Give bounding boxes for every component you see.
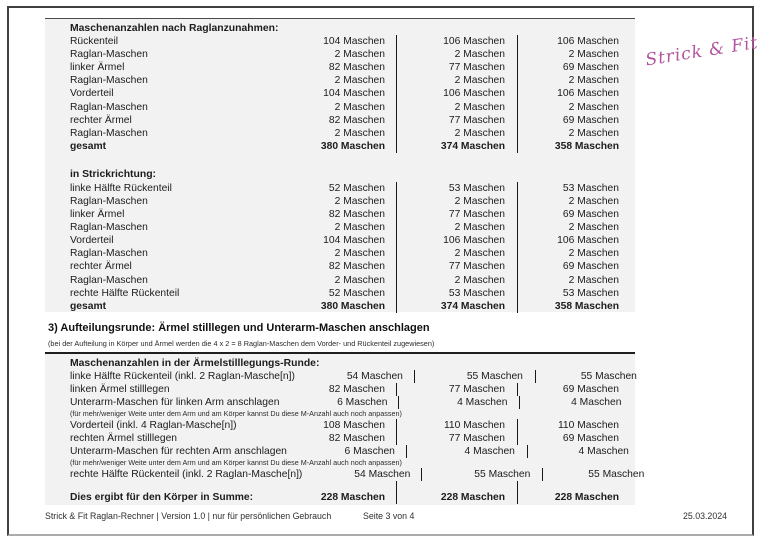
table-row (45, 127, 635, 140)
table-sleeve-separation (45, 356, 645, 504)
row-note: (für mehr/weniger Weite unter dem Arm und am Körper kannst Du diese M-Anzahl auch noch anpassen) (70, 409, 402, 419)
row-label: Rückenteil (70, 36, 119, 48)
row-label: linke Hälfte Rückenteil (70, 182, 172, 194)
stitch-count-cell: 53 Maschen (562, 287, 619, 299)
row-label: rechte Hälfte Rückenteil (70, 287, 180, 299)
stitch-count-cell: 2 Maschen (568, 248, 619, 260)
table-row (45, 74, 635, 87)
footer-app-info: Strick & Fit Raglan-Rechner | Version 1.0 | nur für persönlichen Gebrauch (45, 511, 332, 521)
stitch-count-cell: 228 Maschen (554, 492, 619, 504)
stitch-count-cell: 53 Maschen (397, 182, 518, 195)
stitch-count-cell: 2 Maschen (568, 222, 619, 234)
stitch-count-cell: 228 Maschen (277, 491, 397, 504)
stitch-count-cell: 106 Maschen (557, 36, 619, 48)
stitch-count-cell: 69 Maschen (562, 114, 619, 126)
row-label: rechter Ärmel (70, 261, 132, 273)
stitch-count-cell: 110 Maschen (557, 420, 619, 432)
page-footer (45, 511, 727, 527)
row-label: Vorderteil (70, 235, 114, 247)
table-header-knitting-direction: in Strickrichtung: (70, 169, 157, 181)
footer-page-number: Seite 3 von 4 (363, 511, 415, 521)
table-body-raglan-increases (45, 35, 635, 153)
stitch-count-cell: 53 Maschen (562, 182, 619, 194)
row-label: rechter Ärmel (70, 114, 132, 126)
stitch-count-cell: 2 Maschen (397, 195, 518, 208)
table-row (45, 61, 635, 74)
stitch-count-cell: 110 Maschen (397, 419, 518, 432)
row-label: Vorderteil (inkl. 4 Raglan-Masche[n]) (70, 420, 237, 432)
stitch-count-cell: 82 Maschen (277, 260, 397, 273)
row-label: gesamt (70, 300, 107, 312)
row-label: linke Hälfte Rückenteil (inkl. 2 Raglan-Masche[n]) (70, 371, 295, 383)
stitch-count-cell: 2 Maschen (568, 195, 619, 207)
stitch-count-cell: 358 Maschen (554, 140, 619, 152)
stitch-count-cell: 55 Maschen (588, 469, 645, 481)
stitch-count-cell: 228 Maschen (397, 491, 518, 504)
stitch-count-cell: 52 Maschen (277, 182, 397, 195)
stitch-count-cell: 380 Maschen (277, 300, 397, 313)
brand-logo: Strick & Fit (644, 32, 760, 71)
stitch-count-cell: 69 Maschen (562, 62, 619, 74)
row-label: Raglan-Maschen (70, 248, 148, 260)
stitch-count-cell: 2 Maschen (397, 247, 518, 260)
stitch-count-cell: 2 Maschen (397, 127, 518, 140)
stitch-count-cell: 2 Maschen (277, 74, 397, 87)
table-header-sleeve-separation: Maschenanzahlen in der Ärmelstilllegungs-Runde: (70, 357, 320, 369)
empty-cell (45, 481, 277, 491)
stitch-count-cell: 53 Maschen (397, 287, 518, 300)
table-row (45, 287, 635, 300)
stitch-count-cell: 77 Maschen (397, 61, 518, 74)
table-row (45, 87, 635, 100)
stitch-count-cell: 2 Maschen (277, 274, 397, 287)
table-row (45, 445, 635, 458)
stitch-count-cell: 106 Maschen (397, 234, 518, 247)
footer-date: 25.03.2024 (682, 511, 727, 521)
table-row (45, 274, 635, 287)
row-label: linken Ärmel stilllegen (70, 384, 170, 396)
row-label: Dies ergibt für den Körper in Summe: (70, 492, 254, 504)
section3-title: 3) Aufteilungsrunde: Ärmel stilllegen und Unterarm-Maschen anschlagen (48, 322, 430, 334)
table-note-row (45, 409, 635, 419)
stitch-count-cell: 54 Maschen (302, 468, 422, 481)
stitch-count-cell: 104 Maschen (277, 35, 397, 48)
row-label: Raglan-Maschen (70, 49, 148, 61)
section3-subtitle: (bei der Aufteilung in Körper und Ärmel werden die 4 x 2 = 8 Raglan-Maschen dem Vorder- und Rückenteil zugewiesen) (48, 339, 435, 348)
empty-cell (277, 481, 397, 491)
stitch-count-cell: 77 Maschen (397, 208, 518, 221)
table-row (45, 234, 635, 247)
row-label: Unterarm-Maschen für linken Arm anschlagen (70, 397, 280, 409)
stitch-count-cell: 4 Maschen (578, 446, 629, 458)
row-label: Raglan-Maschen (70, 195, 148, 207)
row-label: rechten Ärmel stilllegen (70, 433, 178, 445)
stitch-count-cell: 6 Maschen (279, 396, 399, 409)
stitch-count-cell: 380 Maschen (277, 140, 397, 153)
stitch-count-cell: 2 Maschen (568, 127, 619, 139)
stitch-count-cell: 374 Maschen (397, 140, 518, 153)
stitch-count-cell: 2 Maschen (568, 49, 619, 61)
stitch-count-cell: 4 Maschen (399, 396, 520, 409)
stitch-count-cell: 55 Maschen (580, 371, 637, 383)
table-row (45, 114, 635, 127)
stitch-count-cell: 77 Maschen (397, 114, 518, 127)
table-row (45, 300, 635, 313)
row-label: Vorderteil (70, 88, 114, 100)
row-label: rechte Hälfte Rückenteil (inkl. 2 Raglan-Masche[n]) (70, 469, 303, 481)
table-row (45, 195, 635, 208)
stitch-count-cell: 69 Maschen (562, 209, 619, 221)
row-label: Unterarm-Maschen für rechten Arm anschlagen (70, 446, 287, 458)
empty-cell (518, 481, 635, 491)
stitch-count-cell: 6 Maschen (287, 445, 407, 458)
table-row (45, 491, 635, 504)
stitch-count-cell: 54 Maschen (295, 370, 415, 383)
stitch-count-cell: 106 Maschen (397, 35, 518, 48)
table-row (45, 35, 635, 48)
stitch-count-cell: 82 Maschen (277, 208, 397, 221)
stitch-count-cell: 55 Maschen (415, 370, 536, 383)
row-label: Raglan-Maschen (70, 222, 148, 234)
stitch-count-cell: 104 Maschen (277, 234, 397, 247)
stitch-count-panel (45, 18, 635, 312)
row-label: Raglan-Maschen (70, 127, 148, 139)
table-row (45, 383, 635, 396)
stitch-count-cell: 2 Maschen (568, 75, 619, 87)
table-knitting-direction (45, 168, 635, 313)
table-spacer-row (45, 481, 635, 491)
table-row (45, 208, 635, 221)
stitch-count-cell: 106 Maschen (397, 87, 518, 100)
stitch-count-cell: 77 Maschen (397, 432, 518, 445)
stitch-count-cell: 82 Maschen (277, 432, 397, 445)
stitch-count-cell: 2 Maschen (277, 247, 397, 260)
table-row (45, 468, 645, 481)
stitch-count-cell: 69 Maschen (562, 433, 619, 445)
stitch-count-cell: 2 Maschen (277, 127, 397, 140)
row-label: Raglan-Maschen (70, 75, 148, 87)
stitch-count-cell: 2 Maschen (568, 101, 619, 113)
table-row (45, 396, 635, 409)
stitch-count-cell: 2 Maschen (568, 274, 619, 286)
row-label: Raglan-Maschen (70, 274, 148, 286)
stitch-count-cell: 82 Maschen (277, 61, 397, 74)
table-row (45, 419, 635, 432)
stitch-count-cell: 106 Maschen (557, 88, 619, 100)
row-label: linker Ärmel (70, 209, 125, 221)
stitch-count-cell: 2 Maschen (397, 48, 518, 61)
table-row (45, 370, 635, 383)
row-label: gesamt (70, 140, 107, 152)
stitch-count-cell: 69 Maschen (562, 261, 619, 273)
stitch-count-cell: 2 Maschen (277, 48, 397, 61)
stitch-count-cell: 2 Maschen (397, 74, 518, 87)
row-label: Raglan-Maschen (70, 101, 148, 113)
stitch-count-cell: 2 Maschen (397, 100, 518, 113)
stitch-count-cell: 4 Maschen (571, 397, 622, 409)
empty-cell (397, 481, 518, 491)
table-row (45, 182, 635, 195)
row-note: (für mehr/weniger Weite unter dem Arm und am Körper kannst Du diese M-Anzahl auch noch anpassen) (70, 458, 402, 468)
stitch-count-cell: 77 Maschen (397, 383, 518, 396)
stitch-count-cell: 55 Maschen (422, 468, 543, 481)
table-row (45, 432, 635, 445)
stitch-count-cell: 358 Maschen (554, 300, 619, 312)
stitch-count-cell: 82 Maschen (277, 114, 397, 127)
stitch-count-cell: 52 Maschen (277, 287, 397, 300)
table-row (45, 221, 635, 234)
table-row (45, 247, 635, 260)
stitch-count-cell: 374 Maschen (397, 300, 518, 313)
stitch-count-cell: 4 Maschen (407, 445, 528, 458)
table-header-raglan-increases: Maschenanzahlen nach Raglanzunahmen: (70, 22, 279, 34)
row-label: linker Ärmel (70, 62, 125, 74)
stitch-count-cell: 108 Maschen (277, 419, 397, 432)
stitch-count-cell: 2 Maschen (277, 100, 397, 113)
table-note-row (45, 458, 635, 468)
sleeve-separation-panel (45, 352, 645, 505)
stitch-count-cell: 82 Maschen (277, 383, 397, 396)
table-body-knitting-direction (45, 182, 635, 313)
table-raglan-increases (45, 21, 635, 153)
stitch-count-cell: 2 Maschen (277, 195, 397, 208)
stitch-count-cell: 104 Maschen (277, 87, 397, 100)
stitch-count-cell: 2 Maschen (397, 221, 518, 234)
stitch-count-cell: 2 Maschen (277, 221, 397, 234)
table-row (45, 140, 635, 153)
table-row (45, 260, 635, 273)
stitch-count-cell: 106 Maschen (557, 235, 619, 247)
stitch-count-cell: 77 Maschen (397, 260, 518, 273)
stitch-count-cell: 69 Maschen (562, 384, 619, 396)
table-row (45, 100, 635, 113)
table-row (45, 48, 635, 61)
stitch-count-cell: 2 Maschen (397, 274, 518, 287)
table-body-sleeve-separation (45, 370, 645, 504)
